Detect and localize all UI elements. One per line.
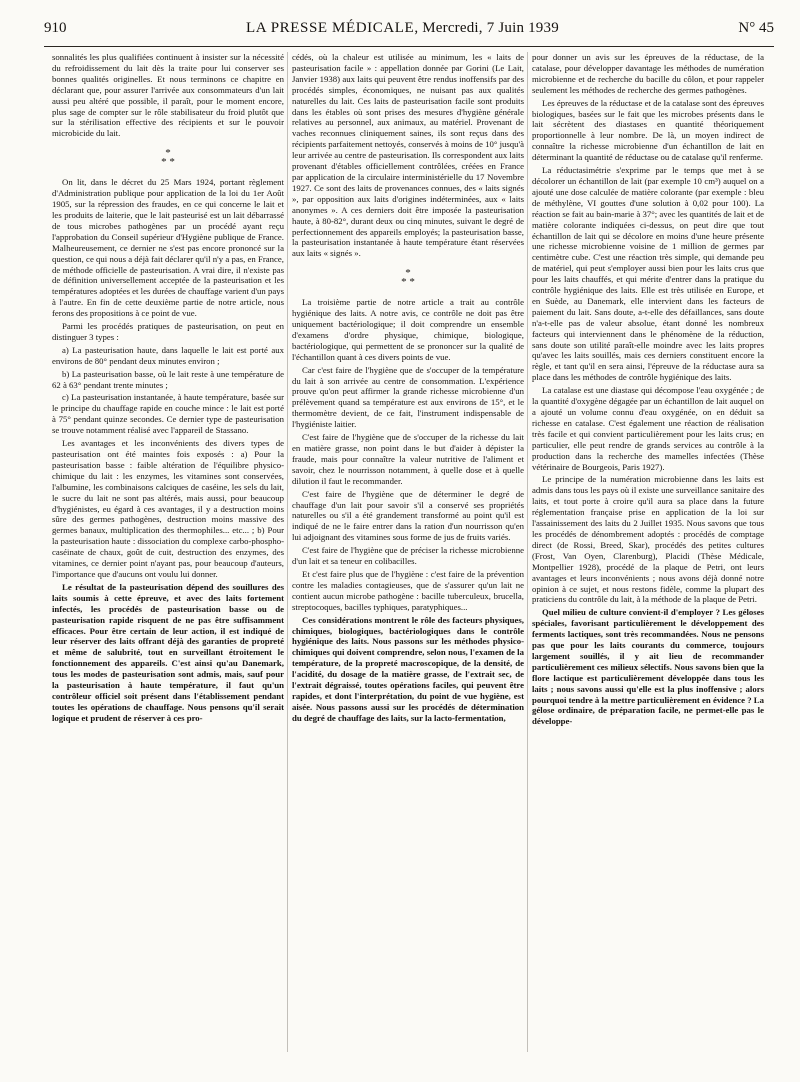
paragraph: La catalase est une diastase qui décompose l'eau oxygénée ; de la quantité d'oxygène dégagée par un échantillon de lait auquel on a ajouté un volume connu d'eau oxygénée, on en déduit sa richesse en catalase. C'est également une réaction de réalisation très facile et qui convient particulièrement pour les laits crus; en particulier, elle peut rendre de grands services au contrôle à la production dans la recherche des mamelles infectées (Thèse vétérinaire de Bourgeois, Paris 1927). xyxy=(532,385,764,472)
section-separator: * * * xyxy=(401,267,415,289)
paragraph: Le résultat de la pasteurisation dépend des souillures des laits soumis à cette épreuve, et avec des laits fortement infectés, les procédés de pasteurisation basse ou de pasteurisation rapide risquent de ne pas être suffisamment efficaces. Pour être certain de leur action, il est indiqué de leur réserver des laits offrant déjà des garanties de propreté et même de salubrité, tout en surveillant étroitement le fonctionnement des appareils. C'est ainsi qu'au Danemark, tous les modes de pasteurisation sont admis, mais, sauf pour la pasteurisation à haute température, il faut qu'un contrôleur officiel soit présent dans l'établissement pendant toutes les opérations de chauffage. Nous pensons qu'il serait logique et prudent de réserver à ces pro- xyxy=(52,581,284,723)
paragraph: Car c'est faire de l'hygiène que de s'occuper de la température du lait à son arrivée au centre de consommation. L'expérience prouve qu'on peut affirmer la grande richesse microbienne d'un prélèvement quand sa température est aux environs de 15°, et le thermomètre devient, de ce fait, l'instrument indispensable de l'hygiéniste laitier. xyxy=(292,364,524,430)
paragraph: pour donner un avis sur les épreuves de la réductase, de la catalase, pour développer davantage les méthodes de numération microbienne et de recherche du bacille du côlon, et pour rappeler seulement les méthodes de recherche des germes pathogènes. xyxy=(532,52,764,95)
page-number: 910 xyxy=(44,20,67,36)
paragraph: Quel milieu de culture convient-il d'employer ? Les géloses spéciales, favorisant particulièrement le développement des ferments lactiques, sont très recommandées. Nous ne pensons pas que pour les laits courants du commerce, toujours largement souillés, il y ait lieu de recommander particulièrement ces milieux sélectifs. Nous savons bien que la flore lactique est particulièrement développée dans tous les laits ; nous savons aussi qu'elle est la plus inoffensive ; alors pourquoi tendre à la mettre particulièrement en évidence ? La gélose ordinaire, de préparation facile, ne permet-elle pas le développe- xyxy=(532,607,764,727)
paragraph: Ces considérations montrent le rôle des facteurs physiques, chimiques, biologiques, bactériologiques dans le contrôle hygiénique des laits. Nous passons sur les méthodes physico-chimiques qui doivent comprendre, selon nous, l'examen de la température, de la propreté macroscopique, de la densité, de l'acidité, du dosage de la matière grasse, de l'extrait sec, de l'extrait dégraissé, toutes opérations faciles, qui peuvent être rapides, et dont l'interprétation, du point de vue hygiène, est aisée. Nous passons aussi sur les procédés de détermination du degré de chauffage des laits, sur la lacto-fermentation, xyxy=(292,614,524,723)
journal-masthead xyxy=(246,20,559,37)
page-header xyxy=(44,20,774,47)
paragraph: C'est faire de l'hygiène que de s'occuper de la richesse du lait en matière grasse, non point dans le but d'aider à dépister la fraude, mais pour connaître la valeur nutritive de l'aliment et savoir, chez le nourrisson notamment, à quelle dose et à quelle dilution il faut le recommander. xyxy=(292,432,524,486)
journal-title: LA PRESSE MÉDICALE xyxy=(246,20,415,36)
issue-number: N° 45 xyxy=(738,20,774,36)
paragraph: cédés, où la chaleur est utilisée au minimum, les « laits de pasteurisation facile » : appellation donnée par Gorini (Le Lait, Janvier 1938) aux laits qui peuvent être rendus inoffensifs par des procédés simples, économiques, ne nuisant pas aux qualités naturelles du lait. Ces laits de pasteurisation facile sont produits dans les étables où sont prises des mesures d'hygiène générale relatives au personnel, aux animaux, au matériel. Provenant de vaches reconnues cliniquement saines, ils sont reçus dans des récipients parfaitement nettoyés, conservés à moins de 10° jusqu'à leur arrivée au centre de pasteurisation. Ils correspondent aux laits provenant d'étables officiellement contrôlées, créées en France par application de la circulaire interministérielle du 17 Novembre 1927. Ce sont des laits de provenances connues, des « laits signés », par opposition aux laits d'origines indéterminées, aux « laits anonymes ». A ces derniers doit être imposée la pasteurisation haute, à 80-82°, durant deux ou cinq minutes, suivant le degré de perfectionnement des appareils employés; la pasteurisation basse, la pasteurisation instantanée à haute température étant réservées aux laits « signés ». xyxy=(292,52,524,259)
list-item: a) La pasteurisation haute, dans laquelle le lait est porté aux environs de 80° pendant deux minutes environ ; xyxy=(52,344,284,366)
section-separator: * * * xyxy=(161,147,175,169)
column-divider xyxy=(527,52,528,1052)
paragraph: C'est faire de l'hygiène que de préciser la richesse microbienne d'un lait et sa teneur en colibacilles. xyxy=(292,545,524,567)
paragraph: La réductasimétrie s'exprime par le temps que met à se décolorer un échantillon de lait (par exemple 10 cm³) auquel on a ajouté une dose calculée de matière colorante (par exemple : bleu de méthylène, VI gouttes d'une solution à 0,02 pour 100). La réaction se fait au bain-marie à 37°; avec les quantités de lait et de matière colorante indiquées ci-dessus, on peut dire que tout échantillon de lait qui se décolore en moins d'une heure présente une richesse microbienne voisine de 1 million de germes par centimètre cube. C'est une réaction très simple, qui demande peu de matériel, qui peut s'employer aussi bien pour les laits crus que pour les laits chauffés, et qui mérite d'entrer dans la pratique du contrôle hygiénique des laits. Elle est très utilisée en Europe, et en Suède, au Danemark, elle intervient dans les facteurs de paiement du lait. Sans doute, a-t-elle des défaillances, sans doute n'a-t-elle pas de valeur absolue, étant donné les nombreux facteurs qui interviennent dans le phénomène de la réduction, sans doute son utilité paraît-elle moindre avec les laits propres qu'avec les laits souillés, mais ces derniers constituent encore la règle, et tant qu'il en sera ainsi, l'épreuve de la réductase aura sa place dans les méthodes de contrôle hygiénique des laits. xyxy=(532,165,764,383)
issue-date: , Mercredi, 7 Juin 1939 xyxy=(414,20,559,36)
paragraph: Les épreuves de la réductase et de la catalase sont des épreuves biologiques, basées sur le fait que les microbes présents dans le lait sécrètent des diastases en quantité théoriquement proportionnelle à leur nombre. De là, un moyen indirect de connaître la richesse microbienne d'un échantillon de lait en déterminant la quantité de réductase ou de catalase qu'il renferme. xyxy=(532,97,764,163)
paragraph: Le principe de la numération microbienne dans les laits est admis dans tous les pays où il existe une surveillance sanitaire des laits, et tout porte à croire qu'il aura sa place dans la future réglementation française prise en application de la loi sur l'assainissement des laits du 2 Juillet 1935. Nous savons que tous les procédés de dénombrement adoptés : procédés de comptage direct (de Rossi, Breed, Skar), procédés des petites cultures (Frost, Van Oyen, Clarenburg), Placidi (Thèse Médicale, Montpellier 1928), procédé de la plaque de Petri, ont leurs avantages et leurs inconvénients ; nous avons déjà donné notre opinion à ce sujet, et nous restons fidèle, comme la plupart des praticiens du contrôle du lait, à la méthode de la plaque de Petri. xyxy=(532,474,764,605)
paragraph: Et c'est faire plus que de l'hygiène : c'est faire de la prévention contre les maladies contagieuses, que de s'assurer qu'un lait ne contient aucun microbe pathogène : bacille tuberculeux, brucella, streptocoques, bacilles typhiques, paratyphiques... xyxy=(292,568,524,612)
paragraph: Les avantages et les inconvénients des divers types de pasteurisation ont été maintes fois exposés : a) Pour la pasteurisation basse : faible altération de l'équilibre physico-chimique du lait : les enzymes, les vitamines sont conservées, l'albumine, les combinaisons calciques de caséine, les sels du lait, le sucre du lait ne sont pas altérés, mais aussi, pour beaucoup d'hygiénistes, eu égard à ces avantages, il y a destruction moins sûre des germes pathogènes, destruction moins massive des germes banaux, multiplication des thermophiles... etc... ; b) Pour la pasteurisation haute : dissociation du complexe carbo-phospho-caséinate de chaux, goût de cuit, destruction des enzymes, des vitamines, ce dernier point n'ayant pas, pour beaucoup d'auteurs, l'importance que d'aucuns ont voulu lui donner. xyxy=(52,438,284,579)
column-right xyxy=(532,52,764,729)
paragraph: Parmi les procédés pratiques de pasteurisation, on peut en distinguer 3 types : xyxy=(52,321,284,342)
paragraph: La troisième partie de notre article a trait au contrôle hygiénique des laits. A notre avis, ce contrôle ne doit pas être uniquement bactériologique; il doit comprendre un ensemble d'examens d'ordre physique, chimique, biologique, bactériologique, qui permettent de se prononcer sur la qualité de l'échantillon quant à ces divers points de vue. xyxy=(292,297,524,362)
list-item: b) La pasteurisation basse, où le lait reste à une température de 62 à 63° pendant trente minutes ; xyxy=(52,368,284,390)
column-divider xyxy=(287,52,288,1052)
paragraph: On lit, dans le décret du 25 Mars 1924, portant règlement d'Administration publique pour application de la loi du 1er Août 1905, sur la répression des fraudes, en ce qui concerne le lait et les produits de laiterie, que le lait pasteurisé est un lait débarrassé de tous microbes pathogènes par un procédé ayant reçu l'approbation du Conseil supérieur d'Hygiène publique de France. Malheureusement, ce dernier ne s'est pas encore prononcé sur la question, ce qui nous a déjà fait déclarer qu'il n'y a pas, en France, de méthode officielle de pasteurisation. A vrai dire, il n'existe pas de définition universellement acceptée de la pasteurisation et les températures adoptées et les durées de chauffage varient d'un pays à l'autre. En fin de cette deuxième partie de notre article, nous ferons des propositions à ce point de vue. xyxy=(52,177,284,319)
paragraph: sonnalités les plus qualifiées continuent à insister sur la nécessité du refroidissement du lait dès la traite pour lui conserver ses bonnes qualités originelles. Et nous terminons ce chapitre en déclarant que, pour assurer l'arrivée aux consommateurs d'un lait aussi peu altéré que possible, il paraît, pour le moment encore, plus sage de compter sur le rôle stabilisateur du froid plutôt que sur la stérilisation effective des récipients et sur le pouvoir microbicide du lait. xyxy=(52,52,284,139)
column-left xyxy=(52,52,284,726)
paragraph: C'est faire de l'hygiène que de déterminer le degré de chauffage d'un lait pour savoir s'il a conservé ses propriétés naturelles ou s'il a été grandement transformé au point qu'il est indiqué de ne le faire entrer dans la ration d'un nourrisson qu'en lui adjoignant des vitamines sous forme de jus de fruits variés. xyxy=(292,488,524,543)
column-middle xyxy=(292,52,524,726)
list-item: c) La pasteurisation instantanée, à haute température, basée sur le principe du chauffage rapide en couche mince : le lait est porté à 75° pendant quinze secondes. Ce dernier type de pasteurisation se trouve notamment réalisé avec l'appareil de Stassano. xyxy=(52,392,284,436)
